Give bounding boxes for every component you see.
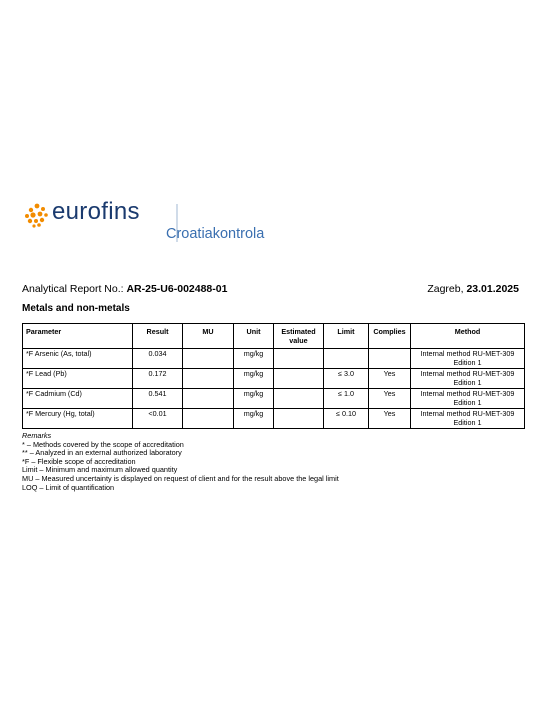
col-header-mu: MU: [183, 324, 234, 349]
method-line: Internal method RU-MET-309: [420, 409, 515, 418]
method-line: Internal method RU-MET-309: [420, 349, 515, 358]
cell-mu: [183, 409, 234, 429]
remark-line: *F – Flexible scope of accreditation: [22, 456, 136, 466]
report-number-line: [22, 283, 227, 295]
method-line: Internal method RU-MET-309: [420, 369, 515, 378]
cell-method: [411, 409, 525, 429]
report-date-line: [427, 283, 519, 295]
remark-line: * – Methods covered by the scope of accreditation: [22, 439, 184, 449]
cell-estimated: [274, 389, 324, 409]
cell-estimated: [274, 349, 324, 369]
cell-limit: ≤ 0.10: [324, 409, 369, 429]
col-header-limit: Limit: [324, 324, 369, 349]
cell-mu: [183, 389, 234, 409]
cell-parameter: *F Arsenic (As, total): [23, 349, 133, 369]
col-header-result: Result: [133, 324, 183, 349]
table-row: [23, 409, 525, 429]
cell-unit: mg/kg: [234, 349, 274, 369]
col-header-estimated-value: Estimated value: [274, 324, 324, 349]
table-row: [23, 369, 525, 389]
method-edition: Edition 1: [453, 397, 482, 407]
cell-complies: Yes: [369, 369, 411, 389]
remark-line: MU – Measured uncertainty is displayed on request of client and for the result above the legal limit: [22, 473, 339, 483]
cell-mu: [183, 369, 234, 389]
cell-limit: ≤ 3.0: [324, 369, 369, 389]
cell-unit: mg/kg: [234, 409, 274, 429]
cell-complies: [369, 349, 411, 369]
cell-limit: [324, 349, 369, 369]
table-header-row: [23, 324, 525, 349]
remarks-block: [22, 432, 339, 492]
report-date: 23.01.2025: [466, 283, 519, 295]
cell-limit: ≤ 1.0: [324, 389, 369, 409]
table-row: [23, 349, 525, 369]
remarks-title: Remarks: [22, 431, 52, 440]
method-edition: Edition 1: [453, 357, 482, 367]
report-city: Zagreb,: [427, 283, 464, 295]
cell-estimated: [274, 369, 324, 389]
cell-complies: Yes: [369, 389, 411, 409]
cell-method: [411, 349, 525, 369]
cell-parameter: *F Cadmium (Cd): [23, 389, 133, 409]
col-header-parameter: Parameter: [23, 324, 133, 349]
col-header-method: Method: [411, 324, 525, 349]
report-number: AR-25-U6-002488-01: [126, 283, 228, 295]
col-header-unit: Unit: [234, 324, 274, 349]
cell-mu: [183, 349, 234, 369]
cell-method: [411, 369, 525, 389]
remark-line: Limit – Minimum and maximum allowed quantity: [22, 465, 178, 475]
results-table: [22, 323, 525, 429]
method-edition: Edition 1: [453, 417, 482, 427]
cell-result: 0.541: [133, 389, 183, 409]
subbrand-name: Croatiakontrola: [166, 226, 265, 242]
eurofins-logo: [22, 198, 282, 248]
cell-result: <0.01: [133, 409, 183, 429]
cell-parameter: *F Lead (Pb): [23, 369, 133, 389]
cell-result: 0.172: [133, 369, 183, 389]
cell-estimated: [274, 409, 324, 429]
cell-unit: mg/kg: [234, 369, 274, 389]
cell-complies: Yes: [369, 409, 411, 429]
cell-parameter: *F Mercury (Hg, total): [23, 409, 133, 429]
table-row: [23, 389, 525, 409]
cell-method: [411, 389, 525, 409]
brand-name: eurofins: [52, 198, 140, 225]
cell-result: 0.034: [133, 349, 183, 369]
section-title: Metals and non-metals: [22, 303, 130, 314]
method-line: Internal method RU-MET-309: [420, 389, 515, 398]
remark-line: ** – Analyzed in an external authorized laboratory: [22, 448, 182, 458]
col-header-complies: Complies: [369, 324, 411, 349]
remark-line: LOQ – Limit of quantification: [22, 482, 115, 492]
report-label: Analytical Report No.:: [22, 283, 124, 295]
cell-unit: mg/kg: [234, 389, 274, 409]
method-edition: Edition 1: [453, 377, 482, 387]
